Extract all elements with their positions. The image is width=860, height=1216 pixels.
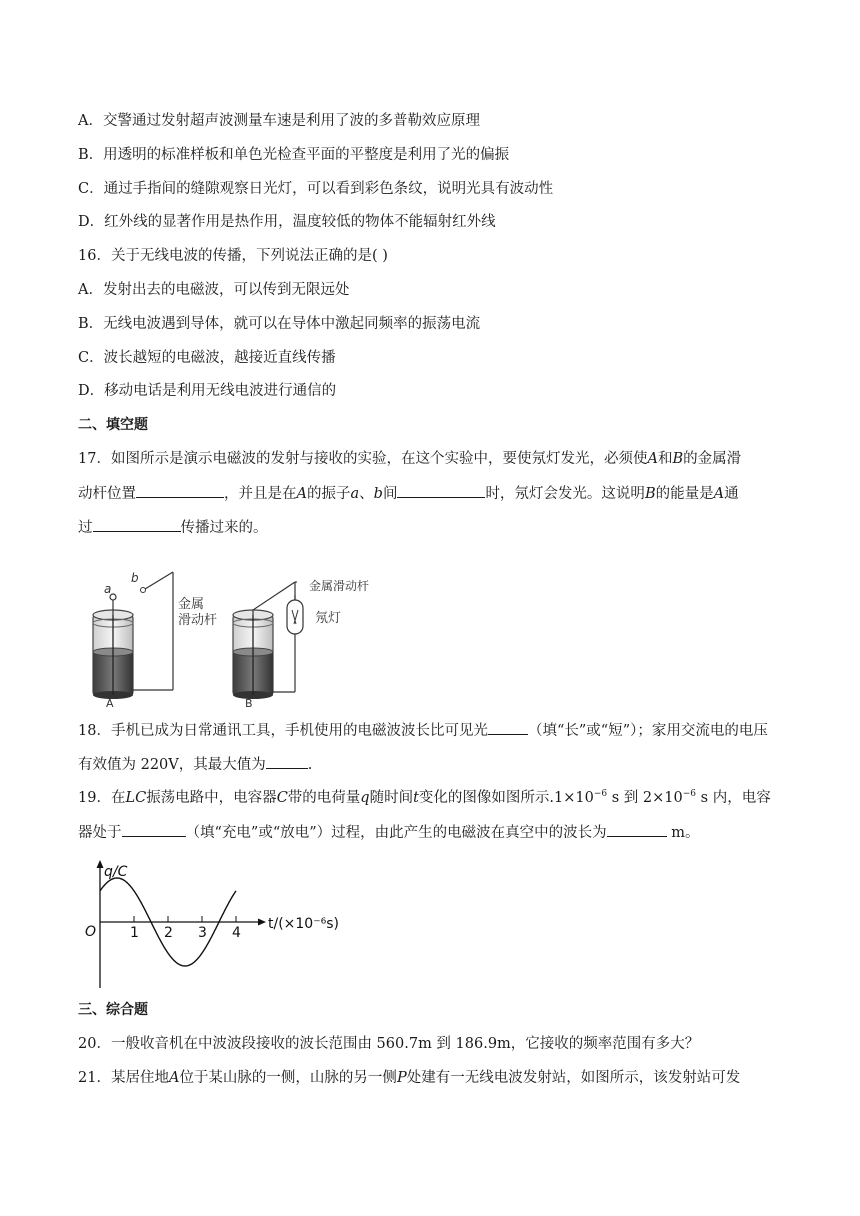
answer-blank[interactable] — [488, 720, 528, 735]
answer-blank[interactable] — [397, 483, 485, 498]
x-tick-label: 1 — [130, 925, 139, 941]
answer-blank[interactable] — [266, 754, 308, 769]
apparatus-b — [233, 582, 303, 699]
x-axis-arrow-icon — [258, 919, 266, 926]
q15-option-c: C．通过手指间的缝隙观察日光灯，可以看到彩色条纹，说明光具有波动性 — [78, 181, 554, 197]
x-axis-label: t/(×10⁻⁶s) — [268, 916, 339, 932]
label-b: b — [131, 571, 139, 585]
answer-blank[interactable] — [607, 822, 667, 837]
section-heading-comprehensive: 三、综合题 — [78, 1002, 148, 1018]
y-axis-arrow-icon — [97, 860, 104, 868]
q16-option-c: C．波长越短的电磁波，越接近直线传播 — [78, 350, 336, 366]
answer-blank[interactable] — [136, 483, 224, 498]
answer-blank[interactable] — [93, 517, 181, 532]
q16-option-b: B．无线电波遇到导体，就可以在导体中激起同频率的振荡电流 — [78, 316, 481, 332]
x-tick-label: 3 — [198, 925, 207, 941]
label-metal: 金属 — [178, 597, 205, 612]
q17-line-1: 17．如图所示是演示电磁波的发射与接收的实验，在这个实验中，要使氖灯发光，必须使A和B的金属滑 — [78, 451, 742, 467]
q-t-graph — [80, 856, 350, 991]
label-a: a — [104, 582, 112, 596]
label-metal-slider: 金属滑动杆 — [309, 579, 370, 593]
label-apparatus-b: B — [245, 697, 253, 710]
section-heading-fill-in: 二、填空题 — [78, 417, 148, 433]
q19-line-1: 19．在LC振荡电路中，电容器C带的电荷量q随时间t变化的图像如图所示$.1\times 10^{-6}$ s 到 $2\times 10^{-6}$ s 内，电容 — [78, 789, 771, 806]
q15-option-d: D．红外线的显著作用是热作用，温度较低的物体不能辐射红外线 — [78, 214, 496, 230]
x-tick-label: 4 — [232, 925, 241, 941]
label-apparatus-a: A — [106, 697, 114, 710]
label-neon-lamp: 氖灯 — [315, 611, 342, 626]
q20-stem: 20．一般收音机在中波波段接收的波长范围由 560.7m 到 186.9m，它接收的频率范围有多大？ — [78, 1036, 700, 1052]
label-slider: 滑动杆 — [178, 613, 218, 628]
q17-line-2: 动杆位置 ，并且是在A的振子a、b间 时，氖灯会发光。这说明B的能量是A通 — [78, 483, 739, 504]
answer-blank[interactable] — [122, 822, 186, 837]
q19-line-2: 器处于 （填“充电”或“放电”）过程，由此产生的电磁波在真空中的波长为 m。 — [78, 822, 700, 843]
origin-label: O — [85, 924, 97, 940]
q17-line-3: 过 传播过来的。 — [78, 517, 268, 538]
q15-option-a: A．交警通过发射超声波测量车速是利用了波的多普勒效应原理 — [78, 113, 480, 129]
y-axis-label: q/C — [104, 864, 128, 880]
q18-line-1: 18．手机已成为日常通讯工具，手机使用的电磁波波长比可见光 （填“长”或“短”）；家用交流电的电压 — [78, 720, 768, 741]
q16-option-a: A．发射出去的电磁波，可以传到无限远处 — [78, 282, 350, 298]
q18-line-2: 有效值为 220V，其最大值为 . — [78, 754, 312, 775]
q16-stem: 16．关于无线电波的传播，下列说法正确的是( ) — [78, 248, 388, 264]
q21-line-1: 21．某居住地A位于某山脉的一侧，山脉的另一侧P处建有一无线电波发射站，如图所示，该发射站可发 — [78, 1070, 741, 1086]
q15-option-b: B．用透明的标准样板和单色光检查平面的平整度是利用了光的偏振 — [78, 147, 510, 163]
x-tick-label: 2 — [164, 925, 173, 941]
q16-option-d: D．移动电话是利用无线电波进行通信的 — [78, 383, 337, 399]
em-wave-experiment-figure — [85, 560, 395, 710]
